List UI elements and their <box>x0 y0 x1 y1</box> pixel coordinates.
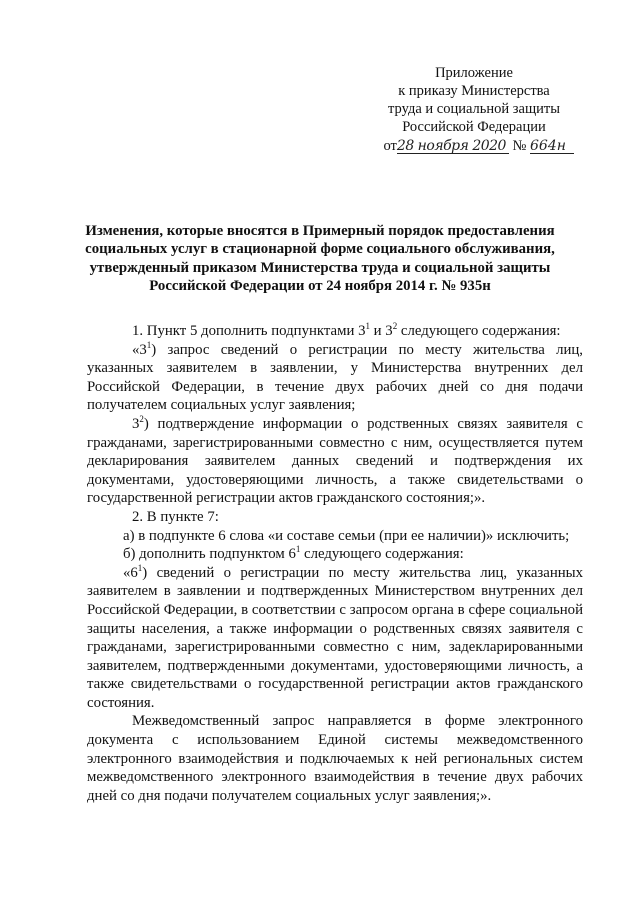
appendix-line-4: Российской Федерации <box>402 119 546 135</box>
p3-superscript: 2 <box>139 413 144 424</box>
paragraph-7 <box>87 564 583 713</box>
order-date-number <box>374 137 574 155</box>
appendix-header <box>374 64 574 155</box>
p6-superscript: 1 <box>295 544 301 555</box>
p3-text: ) подтверждение информации о родственных связях заявителя с гражданами, зарегистрированными совместно с ним, осуществляется путем декларирования заявителем данных сведений и подтверждения их документами, удостоверяющими личность, а также свидетельствами о государственной регистрации актов гражданского состояния;». <box>87 415 583 507</box>
p7-superscript: 1 <box>137 562 143 573</box>
paragraph-6 <box>87 545 583 564</box>
document-body <box>87 322 583 805</box>
p2-superscript: 1 <box>146 339 152 350</box>
title-line-1: Изменения, которые вносятся в Примерный порядок предоставления <box>85 223 555 239</box>
p7-open: «6 <box>123 564 138 581</box>
p1-text-start: 1. Пункт 5 дополнить подпунктами 3 <box>132 323 366 339</box>
p1-text-mid: и 3 <box>369 323 393 339</box>
paragraph-1 <box>87 322 583 341</box>
p6-text-start: б) дополнить подпунктом 6 <box>123 546 296 563</box>
p7-text: ) сведений о регистрации по месту жительства лиц, указанных заявителем в заявлении и подтвержденных Министерством внутренних дел Российской Федерации, в соответствии с запросом органа в сфере социальной защиты населения, а также информации о родственных связях заявителя с гражданами, зарегистрированными совместно с ним, задекларированными заявителем, подтвержденными документами, удостоверяющими личность, а также свидетельствами о государственной регистрации актов гражданского состояния. <box>87 564 583 711</box>
p1-superscript-2: 2 <box>392 321 398 331</box>
paragraph-5: а) в подпункте 6 слова «и составе семьи (при ее наличии)» исключить; <box>123 527 570 544</box>
title-line-2: социальных услуг в стационарной форме социального обслуживания, <box>85 241 555 258</box>
appendix-line-3: труда и социальной защиты <box>388 101 560 117</box>
p6-text-end: следующего содержания: <box>300 546 464 563</box>
paragraph-4: 2. В пункте 7: <box>132 508 219 525</box>
title-line-3: утвержденный приказом Министерства труда и социальной защиты <box>89 259 551 276</box>
from-label: от <box>383 138 397 154</box>
handwritten-number: 664н <box>530 139 574 154</box>
p2-open: «3 <box>132 341 147 358</box>
document-title <box>78 222 562 295</box>
number-label: № <box>512 138 527 154</box>
p1-superscript-1: 1 <box>365 321 370 331</box>
appendix-line-1: Приложение <box>435 65 513 81</box>
title-line-4: Российской Федерации от 24 ноября 2014 г. № 935н <box>149 277 491 294</box>
paragraph-3 <box>87 415 583 508</box>
paragraph-8: Межведомственный запрос направляется в форме электронного документа с использованием Единой системы межведомственного электронного взаимодействия и подключаемых к ней региональных систем межведомственного электронного взаимодействия в течение двух рабочих дней со дня подачи получателем социальных услуг заявления;». <box>87 713 583 804</box>
p3-open: 3 <box>132 415 140 432</box>
paragraph-2 <box>87 341 583 415</box>
p2-text: ) запрос сведений о регистрации по месту жительства лиц, указанных заявителем в заявлении, у Министерства внутренних дел Российской Федерации, в течение двух рабочих дней со дня подачи получателем социальных услуг заявления; <box>87 341 583 414</box>
handwritten-date: 28 ноября 2020 <box>397 139 509 154</box>
p1-text-end: следующего содержания: <box>397 323 561 339</box>
appendix-line-2: к приказу Министерства <box>398 83 550 99</box>
